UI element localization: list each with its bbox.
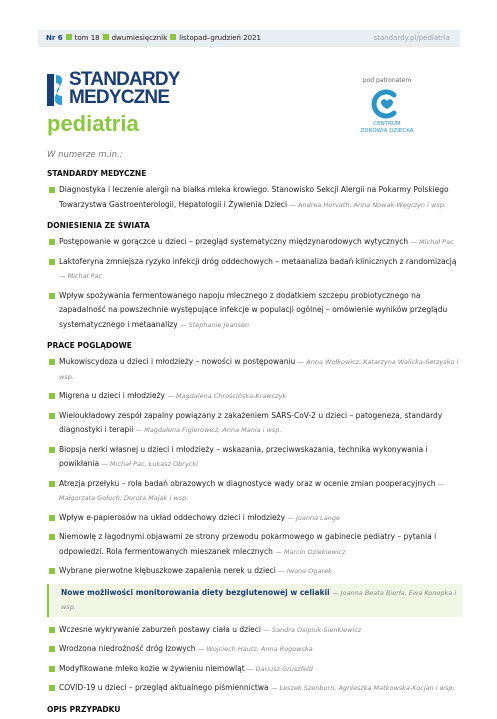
article-title: Diagnostyka i leczenie alergii na białka mleka krowiego. Stanowisko Sekcji Alergii na Pokarmy Polskiego Towarzystwa Gastroenterologii, Hepatologii i Żywienia Dzieci [59, 185, 449, 209]
article-item[interactable] [47, 662, 463, 677]
article-authors: — Leszek Szenborn, Agnieszka Matkowska-Kocjan i wsp. [270, 684, 455, 692]
patronage-name-line-1: CENTRUM [373, 121, 401, 127]
article-title: Wrodzona niedrożność dróg łzowych [59, 644, 196, 653]
volume: tom 18 [74, 34, 100, 42]
bullet-square-icon [49, 359, 55, 365]
patronage-name-line-2: ZDROWIA DZIECKA [360, 128, 414, 134]
article-authors: — Wojciech Hautz, Anna Rogowska [197, 645, 313, 653]
article-title: Postępowanie w gorączce u dzieci – przegląd systematyczny międzynarodowych wytycznych [59, 237, 409, 246]
article-title: Wpływ e-papierosów na układ oddechowy dzieci i młodzieży [59, 512, 286, 522]
brand-line-2: MEDYCZNE [69, 87, 170, 108]
patronage-name [352, 121, 422, 135]
article-item[interactable] [47, 443, 463, 472]
czd-logo-icon [367, 88, 407, 120]
article-authors: — Marcin Dziekiewicz [275, 547, 346, 556]
article-title: Migrena u dzieci i młodzieży [59, 391, 165, 400]
article-item[interactable] [47, 623, 463, 638]
period: listopad–grudzień 2021 [179, 34, 261, 42]
brand-line-1: STANDARDY [69, 69, 180, 90]
section-title: OPIS PRZYPADKU [47, 704, 121, 714]
bullet-square-icon [49, 568, 55, 574]
article-title: Laktoferyna zmniejsza ryzyko infekcji dróg oddechowych – metaanaliza badań klinicznych z randomizacją [59, 256, 457, 266]
article-item[interactable] [47, 235, 463, 250]
bullet-square-icon [49, 293, 55, 299]
article-authors: — Joanna Lange [287, 513, 341, 522]
bullet-square-icon [49, 646, 55, 652]
article-authors: — Andrea Horvath, Anna Nowak-Węgrzyn i wsp. [289, 200, 446, 209]
issue-number: Nr 6 [46, 34, 63, 42]
article-authors: — Iwona Ogarek [278, 567, 332, 575]
brand-logo [69, 71, 180, 107]
bullet-square-icon [49, 259, 55, 265]
article-authors: — Michał Pac, Łukasz Obrycki [101, 460, 198, 468]
bullet-square-icon [49, 413, 55, 419]
article-title: Atrezja przełyku – rola badań obrazowych w diagnostyce wady oraz w ocenie zmian pooperacyjnych [59, 478, 436, 488]
article-title: COVID-19 u dzieci – przegląd aktualnego piśmiennictwa [59, 683, 269, 692]
article-item[interactable] [47, 477, 463, 506]
article-item[interactable] [47, 530, 463, 559]
article-item[interactable] [47, 389, 463, 404]
standardy-logo-icon [47, 74, 65, 106]
article-authors: — Anna Wołkowicz, Katarzyna Walicka-Serzysko i wsp. [59, 358, 459, 381]
website-link[interactable]: standardy.pl/pediatria [373, 34, 450, 42]
issue-details [46, 30, 261, 47]
separator-square-icon [66, 34, 72, 40]
article-authors: — Joanna Beata Bierła, Ewa Konopka i wsp. [61, 588, 457, 611]
featured-article[interactable] [47, 584, 463, 617]
bullet-square-icon [49, 187, 55, 193]
bullet-square-icon [49, 239, 55, 245]
article-title: Wieloukładowy zespół zapalny powiązany z zakażeniem SARS-CoV-2 u dzieci – patogeneza, standardy diagnostyki i terapii [59, 410, 443, 434]
article-authors: — Magdalena Chrościńska-Krawczyk [167, 392, 287, 400]
patronage-label: pod patronatem [362, 77, 412, 84]
bullet-square-icon [49, 515, 55, 521]
section-title: STANDARDY MEDYCZNE [47, 169, 147, 178]
separator-square-icon [103, 34, 109, 40]
article-title: Nowe możliwości monitorowania diety bezglutenowej w celiakii [61, 587, 330, 597]
section-title: PRACE POGLĄDOWE [47, 341, 132, 350]
article-authors: — Sandra Osipiuk-Sienkiewicz [263, 625, 362, 634]
bullet-square-icon [49, 627, 55, 633]
article-title: Biopsja nerki własnej u dzieci i młodzieży – wskazania, przeciwwskazania, technika wykonywania i powikłania [59, 444, 428, 468]
article-title: Wpływ spożywania fermentowanego napoju mlecznego z dodatkiem szczepu probiotycznego na zapadalność na powszechnie występujące infekcje w populacji ogólnej – omówienie wyników przeglądu systematycznego i metaanalizy [59, 290, 448, 329]
article-authors: — Stephanie Jeansen [180, 320, 250, 329]
frequency: dwumiesięcznik [111, 34, 168, 42]
bullet-square-icon [49, 481, 55, 487]
bullet-square-icon [49, 666, 55, 672]
article-item[interactable] [47, 183, 463, 212]
article-authors: — Michał Pac [59, 272, 103, 280]
bullet-square-icon [49, 534, 55, 540]
journal-subtitle: pediatria [47, 111, 139, 136]
article-title: Wczesne wykrywanie zaburzeń postawy ciała u dzieci [59, 624, 261, 634]
article-authors: — Małgorzata Gołuch, Dorota Majak i wsp. [59, 479, 445, 502]
article-item[interactable] [47, 255, 463, 284]
article-item[interactable] [47, 289, 463, 333]
article-title: Niemowlę z łagodnymi objawami ze strony przewodu pokarmowego w gabinecie pediatry – pytania i odpowiedzi. Rola fermentowanych mieszanek mlecznych [59, 532, 437, 556]
issue-info-bar [38, 30, 460, 47]
bullet-square-icon [49, 447, 55, 453]
bullet-square-icon [49, 393, 55, 399]
article-item[interactable] [47, 409, 463, 438]
separator-square-icon [170, 34, 176, 40]
table-of-contents [47, 165, 463, 719]
intro-text: W numerze m.in.: [47, 150, 123, 160]
article-item[interactable] [47, 642, 463, 657]
article-authors: — Michał Pac [410, 238, 454, 246]
article-item[interactable] [47, 355, 463, 384]
article-title: Wybrane pierwotne kłębuszkowe zapalenia nerek u dzieci [59, 566, 276, 575]
bullet-square-icon [49, 685, 55, 691]
article-item[interactable] [47, 564, 463, 579]
article-item[interactable] [47, 511, 463, 526]
article-item[interactable] [47, 681, 463, 696]
section-title: DONIESIENIA ZE ŚWIATA [47, 221, 150, 230]
article-title: Modyfikowane mleko kozie w żywieniu niemowląt [59, 663, 245, 673]
article-authors: — Dariusz Gruszfeld [247, 664, 313, 673]
article-authors: — Magdalena Figlerowicz, Anna Mania i wsp. [135, 426, 282, 434]
article-title: Mukowiscydoza u dzieci i młodzieży – nowości w postępowaniu [59, 357, 296, 366]
